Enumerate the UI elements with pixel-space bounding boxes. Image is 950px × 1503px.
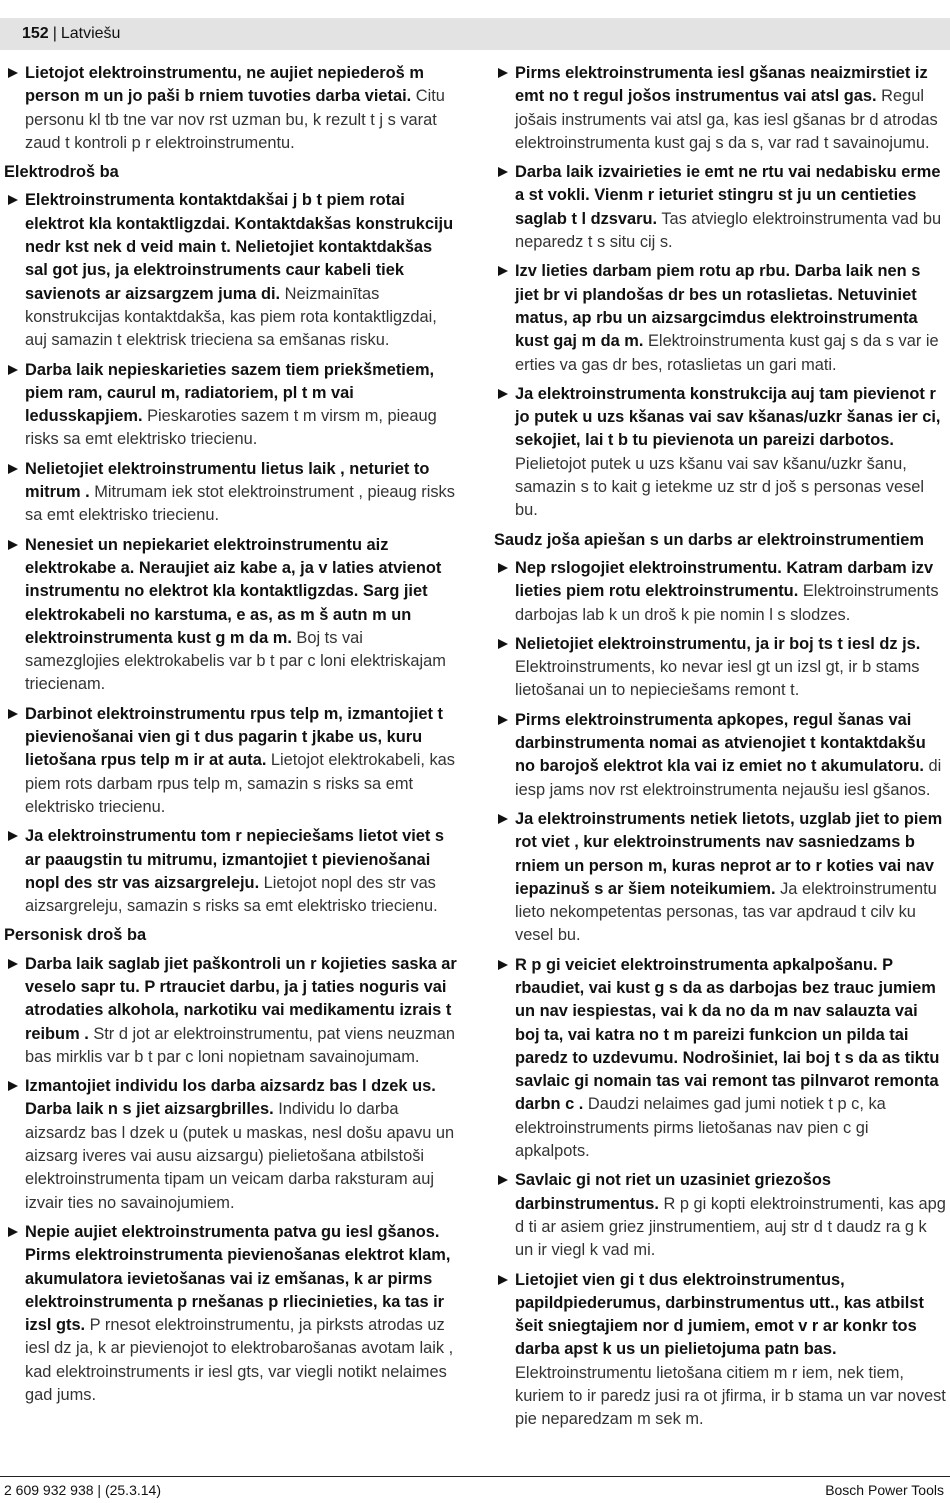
list-item: Lietojot elektroinstrumentu, ne aujiet nepiederoš m person m un jo paši b rniem tuvoties darba vietai. Citu personu kl tb tne var nov rst uzman bu, k rezult t j s varat zaud t kontroli p r elektroinstrumentu. [4, 62, 458, 155]
list-item: Lietojiet vien gi t dus elektroinstrumentus, papildpiederumus, darbinstrumentus utt., kas atbilst šeit sniegtajiem nor d jumiem, emot v r ar konkr tos darba apst k us un pielietojuma patn bas. Elektroinstrumentu lietošana citiem m r iem, nek tiem, kuriem to ir paredz jusi ra ot jfirma, ir b stama un var novest pie neparedzam m sek m. [494, 1269, 946, 1432]
bullet-triangle-icon [498, 1175, 508, 1185]
list-item: Nep rslogojiet elektroinstrumentu. Katram darbam izv lieties piem rotu elektroinstrumentu. Elektroinstruments darbojas lab k un droš k pie nomin l s slodzes. [494, 557, 946, 627]
list-item: R p gi veiciet elektroinstrumenta apkalpošanu. P rbaudiet, vai kust g s da as darbojas bez trauc jumiem un nav iespiestas, vai k da no da m nav salauzta vai boj ta, vai katra no t m pareizi funkcion un pilda tai paredz to uzdevumu. Nodrošiniet, lai boj t s da as tiktu savlaic gi nomain tas vai remont tas pilnvarot remonta darbn c . Daudzi nelaimes gad jumi notiek t p c, ka elektroinstruments pirms lietošanas nav pien c gi apkalpots. [494, 954, 946, 1164]
section-heading: Saudz joša apiešan s un darbs ar elektroinstrumentiem [494, 530, 924, 549]
right-column [494, 62, 946, 1438]
list-item: Nenesiet un nepiekariet elektroinstrumentu aiz elektrokabe a. Neraujiet aiz kabe a, ja v laties atvienot instrumentu no elektrot kla kontaktligzdas. Sarg jiet elektrokabeli no karstuma, e as, as m š autn m un elektroinstrumenta kust g m da m. Boj ts vai samezglojies elektrokabelis var b t par c loni elektriskajam triecienam. [4, 534, 458, 697]
bullet-triangle-icon [8, 464, 18, 474]
page-footer [0, 1476, 950, 1498]
brand-label: Bosch Power Tools [825, 1482, 944, 1498]
bullet-triangle-icon [498, 167, 508, 177]
list-item: Darba laik nepieskarieties sazem tiem priekšmetiem, piem ram, caurul m, radiatoriem, pl t m vai ledusskapjiem. Pieskaroties sazem t m virsm m, pieaug risks sa emt elektrisko triecienu. [4, 359, 458, 452]
list-item: Izmantojiet individu los darba aizsardz bas l dzek us. Darba laik n s jiet aizsargbrilles. Individu lo darba aizsardz bas l dzek u (putek u maskas, nesl došu apavu un aizsarg iveres vai ausu aizsargu) pielietošana atbilstoši elektroinstrumenta tipam un veicam darba raksturam auj izvair ties no savainojumiem. [4, 1075, 458, 1215]
bullet-triangle-icon [8, 959, 18, 969]
list-item: Nelietojiet elektroinstrumentu lietus laik , neturiet to mitrum . Mitrumam iek stot elektroinstrument , pieaug risks sa emt elektrisko triecienu. [4, 458, 458, 528]
list-item: Pirms elektroinstrumenta iesl gšanas neaizmirstiet iz emt no t regul jošos instrumentus vai atsl gas. Regul jošais instruments vai atsl ga, kas iesl gšanas br d atrodas elektroinstrumenta kust gaj s da s, var rad t savainojumu. [494, 62, 946, 155]
document-code: 2 609 932 938 | (25.3.14) [4, 1482, 161, 1498]
left-column [4, 62, 458, 1413]
section-heading: Personisk droš ba [4, 926, 147, 945]
bullet-triangle-icon [8, 831, 18, 841]
list-item: Pirms elektroinstrumenta apkopes, regul šanas vai darbinstrumenta nomai as atvienojiet t kontaktdakšu no barojoš elektrot kla vai iz emiet no t akumulatoru. di iesp jams nov rst elektroinstrumenta nejaušu iesl gšanos. [494, 709, 946, 802]
bullet-triangle-icon [498, 266, 508, 276]
bullet-triangle-icon [8, 365, 18, 375]
bullet-triangle-icon [8, 709, 18, 719]
page-number: 152 [22, 25, 49, 42]
list-item: Darba laik saglab jiet paškontroli un r kojieties saska ar veselo sapr tu. P rtrauciet darbu, ja j taties noguris vai atrodaties alkohola, narkotiku vai medikamentu izrais t reibum . Str d jot ar elektroinstrumentu, pat viens neuzman bas mirklis var b t par c loni nopietnam savainojumam. [4, 953, 458, 1069]
list-item: Nepie aujiet elektroinstrumenta patva gu iesl gšanos. Pirms elektroinstrumenta pievienošanas elektrot klam, akumulatora ievietošanas vai iz emšanas, k ar pirms elektroinstrumenta p rnešanas p rliecinieties, ka tas ir izsl gts. P rnesot elektroinstrumentu, ja pirksts atrodas uz iesl dz ja, k ar pievienojot to elektrobarošanas avotam laik , kad elektroinstruments ir iesl gts, var viegli notikt nelaimes gad jums. [4, 1221, 458, 1407]
bullet-triangle-icon [498, 639, 508, 649]
list-item: Savlaic gi not riet un uzasiniet griezošos darbinstrumentus. R p gi kopti elektroinstrumenti, kas apg d ti ar asiem griez jinstrumentiem, auj str d t daudz ra g k un ir viegl k vad mi. [494, 1169, 946, 1262]
bullet-triangle-icon [498, 715, 508, 725]
language-label: Latviešu [60, 25, 121, 42]
bullet-triangle-icon [498, 68, 508, 78]
list-item: Ja elektroinstrumentu tom r nepieciešams lietot viet s ar paaugstin tu mitrumu, izmantojiet t pievienošanai nopl des str vas aizsargreleju. Lietojot nopl des str vas aizsargreleju, samazin s risks sa emt elektrisko triecienu. [4, 825, 458, 918]
list-item: Nelietojiet elektroinstrumentu, ja ir boj ts t iesl dz js. Elektroinstruments, ko nevar iesl gt un izsl gt, ir b stams lietošanai un to nepieciešams remont t. [494, 633, 946, 703]
list-item: Darba laik izvairieties ie emt ne rtu vai nedabisku erme a st vokli. Vienm r ieturiet stingru st ju un centieties saglab t l dzsvaru. Tas atvieglo elektroinstrumenta vad bu neparedz t s situ cij s. [494, 161, 946, 254]
bullet-triangle-icon [498, 389, 508, 399]
page-header [0, 18, 950, 50]
bullet-triangle-icon [8, 1227, 18, 1237]
bullet-triangle-icon [498, 814, 508, 824]
bullet-triangle-icon [8, 195, 18, 205]
bullet-triangle-icon [498, 1275, 508, 1285]
bullet-triangle-icon [8, 1081, 18, 1091]
section-heading: Elektrodroš ba [4, 163, 119, 182]
list-item: Izv lieties darbam piem rotu ap rbu. Darba laik nen s jiet br vi plandošas dr bes un rotaslietas. Netuviniet matus, ap rbu un aizsargcimdus elektroinstrumenta kust gaj m da m. Elektroinstrumenta kust gaj s da s var ie erties va gas dr bes, rotaslietas un gari mati. [494, 260, 946, 376]
list-item: Ja elektroinstruments netiek lietots, uzglab jiet to piem rot viet , kur elektroinstruments nav sasniedzams b rniem un person m, kuras neprot ar to r koties vai nav iepazinuš s ar šiem noteikumiem. Ja elektroinstrumentu lieto nekompetentas personas, tas var apdraud t cilv ku vesel bu. [494, 808, 946, 948]
bullet-triangle-icon [8, 540, 18, 550]
list-item: Ja elektroinstrumenta konstrukcija auj tam pievienot r jo putek u uzs kšanas vai sav kšanas/uzkr šanas ier ci, sekojiet, lai t b tu pievienota un pareizi darbotos. Pielietojot putek u uzs kšanu vai sav kšanu/uzkr šanu, samazin s to kait g ietekme uz str d još s personas vesel bu. [494, 383, 946, 523]
bullet-triangle-icon [498, 960, 508, 970]
list-item: Darbinot elektroinstrumentu rpus telp m, izmantojiet t pievienošanai vien gi t dus pagarin t jkabe us, kuru lietošana rpus telp m ir at auta. Lietojot elektrokabeli, kas piem rots darbam rpus telp m, samazin s risks sa emt elektrisko triecienu. [4, 703, 458, 819]
list-item: Elektroinstrumenta kontaktdakšai j b t piem rotai elektrot kla kontaktligzdai. Kontaktdakšas konstrukciju nedr kst nek d veid main t. Nelietojiet kontaktdakšas sal got jus, ja elektroinstruments caur kabeli tiek savienots ar aizsargzem juma di. Neizmainītas konstrukcijas kontaktdakša, kas piem rota kontaktligzdai, auj samazin t elektrisk trieciena sa emšanas risku. [4, 189, 458, 352]
header-separator: | [52, 25, 57, 42]
bullet-triangle-icon [498, 563, 508, 573]
bullet-triangle-icon [8, 68, 18, 78]
